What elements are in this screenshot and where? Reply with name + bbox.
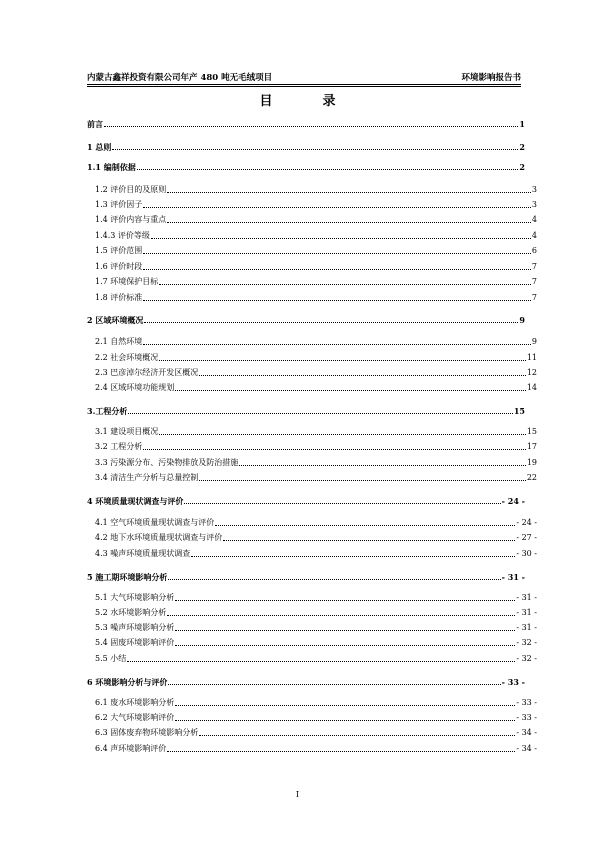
toc-entry-page: 11	[526, 353, 537, 362]
toc-entry-page: - 24 -	[516, 518, 537, 527]
toc-entry[interactable]	[95, 728, 537, 738]
toc-entry-title: 5 施工期环境影响分析	[87, 572, 168, 582]
toc-entry-page: 2	[519, 162, 525, 172]
toc-leader-dots	[168, 579, 500, 580]
toc-entry[interactable]	[87, 496, 525, 506]
toc-leader-dots	[199, 735, 515, 736]
toc-entry-title: 2.2 社会环境概况	[95, 353, 159, 362]
toc-entry-page: - 31 -	[516, 623, 537, 632]
toc-leader-dots	[175, 645, 515, 646]
toc-entry[interactable]	[87, 406, 525, 416]
toc-entry-page: 14	[526, 383, 537, 392]
toc-entry-title: 2.3 巴彦淖尔经济开发区概况	[95, 368, 199, 377]
toc-entry[interactable]	[95, 185, 537, 195]
toc-leader-dots	[175, 630, 515, 631]
toc-entry-title: 5.1 大气环境影响分析	[95, 593, 175, 602]
toc-entry-title: 1.3 评价因子	[95, 200, 143, 209]
toc-entry-page: 15	[513, 406, 525, 416]
toc-leader-dots	[143, 300, 531, 301]
toc-leader-dots	[223, 540, 515, 541]
toc-entry-page: 3	[531, 185, 537, 194]
toc-entry-title: 4.3 噪声环境质量现状调查	[95, 549, 191, 558]
header-project-name: 内蒙古鑫祥投资有限公司年产 480 吨无毛绒项目	[87, 73, 273, 83]
toc-entry[interactable]	[95, 200, 537, 210]
toc-entry-page: 7	[531, 262, 537, 271]
toc-entry[interactable]	[87, 162, 525, 172]
toc-leader-dots	[167, 751, 515, 752]
toc-entry-page: 4	[531, 215, 537, 224]
toc-entry-page: - 31 -	[501, 572, 525, 582]
toc-entry-page: 12	[526, 368, 537, 377]
toc-entry[interactable]	[95, 458, 537, 468]
toc-entry-title: 3.3 污染源分布、污染物排放及防治措施	[95, 458, 239, 467]
toc-entry-page: 9	[519, 315, 525, 325]
toc-entry[interactable]	[95, 368, 537, 378]
toc-leader-dots	[184, 503, 500, 504]
toc-entry[interactable]	[87, 677, 525, 687]
toc-leader-dots	[199, 480, 526, 481]
toc-entry-page: - 33 -	[516, 698, 537, 707]
toc-entry-page: - 31 -	[516, 608, 537, 617]
toc-leader-dots	[127, 661, 515, 662]
toc-leader-dots	[168, 684, 500, 685]
toc-leader-dots	[167, 615, 515, 616]
toc-entry[interactable]	[95, 353, 537, 363]
toc-title-char-1: 目	[259, 94, 273, 109]
toc-entry-title: 1.4 评价内容与重点	[95, 215, 167, 224]
toc-entry[interactable]	[95, 744, 537, 754]
toc-entry-title: 1.6 评价时段	[95, 262, 143, 271]
toc-leader-dots	[175, 720, 515, 721]
toc-entry[interactable]	[95, 277, 537, 287]
toc-leader-dots	[167, 222, 531, 223]
toc-entry-title: 3.1 建设项目概况	[95, 427, 159, 436]
toc-entry[interactable]	[95, 262, 537, 272]
toc-leader-dots	[191, 556, 515, 557]
toc-leader-dots	[175, 600, 515, 601]
toc-leader-dots	[137, 169, 519, 170]
page-number: I	[295, 790, 300, 799]
toc-entry-title: 5.4 固废环境影响评价	[95, 638, 175, 647]
running-header	[87, 71, 521, 83]
toc-entry-page: - 24 -	[501, 496, 525, 506]
toc-entry[interactable]	[95, 533, 537, 543]
toc-leader-dots	[112, 149, 518, 150]
toc-entry-title: 3.4 清洁生产分析与总量控制	[95, 473, 199, 482]
toc-entry-title: 1.1 编制依据	[87, 162, 136, 172]
toc-entry[interactable]	[95, 427, 537, 437]
toc-entry-title: 4 环境质量现状调查与评价	[87, 496, 184, 506]
toc-entry-title: 前言	[87, 119, 103, 129]
toc-entry[interactable]	[95, 442, 537, 452]
toc-leader-dots	[143, 207, 531, 208]
toc-entry[interactable]	[95, 383, 537, 393]
toc-entry[interactable]	[95, 518, 537, 528]
toc-title	[0, 90, 595, 109]
toc-leader-dots	[159, 284, 531, 285]
toc-leader-dots	[159, 360, 526, 361]
toc-leader-dots	[128, 413, 513, 414]
toc-leader-dots	[151, 238, 531, 239]
toc-entry[interactable]	[95, 231, 537, 241]
toc-title-char-2: 录	[322, 94, 336, 109]
toc-entry-title: 5.5 小结	[95, 654, 127, 663]
toc-entry-title: 1.4.3 评价等级	[95, 231, 150, 240]
toc-leader-dots	[144, 322, 518, 323]
toc-entry-page: 3	[531, 200, 537, 209]
toc-entry-title: 6.3 固体废弃物环境影响分析	[95, 728, 199, 737]
toc-leader-dots	[143, 269, 531, 270]
toc-entry-page: 19	[526, 458, 537, 467]
toc-leader-dots	[143, 344, 531, 345]
header-document-type: 环境影响报告书	[461, 73, 521, 83]
toc-entry-title: 4.2 地下水环境质量现状调查与评价	[95, 533, 223, 542]
toc-entry-page: 2	[519, 142, 525, 152]
toc-entry[interactable]	[95, 654, 537, 664]
toc-entry-title: 3.2 工程分析	[95, 442, 143, 451]
toc-entry-page: 15	[526, 427, 537, 436]
toc-entry-page: 4	[531, 231, 537, 240]
toc-entry-page: - 27 -	[516, 533, 537, 542]
toc-entry-title: 4.1 空气环境质量现状调查与评价	[95, 518, 215, 527]
toc-entry-page: - 30 -	[516, 549, 537, 558]
toc-entry-page: - 32 -	[516, 638, 537, 647]
toc-entry[interactable]	[95, 593, 537, 603]
toc-entry[interactable]	[87, 119, 525, 129]
toc-entry-title: 1.5 评价范围	[95, 246, 143, 255]
toc-entry[interactable]	[95, 215, 537, 225]
toc-entry-title: 6 环境影响分析与评价	[87, 677, 168, 687]
toc-entry[interactable]	[95, 337, 537, 347]
toc-entry-title: 2.1 自然环境	[95, 337, 143, 346]
toc-entry-page: - 33 -	[501, 677, 525, 687]
toc-entry[interactable]	[95, 698, 537, 708]
toc-entry-page: 1	[519, 119, 525, 129]
toc-leader-dots	[167, 192, 531, 193]
toc-entry-title: 3.工程分析	[87, 406, 128, 416]
toc-entry-page: 7	[531, 293, 537, 302]
toc-leader-dots	[143, 253, 531, 254]
toc-entry-page: 6	[531, 246, 537, 255]
toc-entry-title: 6.1 废水环境影响分析	[95, 698, 175, 707]
header-rule-thin	[87, 86, 521, 87]
toc-entry[interactable]	[95, 623, 537, 633]
toc-entry-page: - 31 -	[516, 593, 537, 602]
toc-entry-page: 17	[526, 442, 537, 451]
toc-entry-title: 2 区域环境概况	[87, 315, 144, 325]
toc-entry-page: - 34 -	[516, 728, 537, 737]
toc-leader-dots	[159, 434, 526, 435]
toc-entry[interactable]	[95, 293, 537, 303]
toc-entry-page: - 32 -	[516, 654, 537, 663]
toc-entry[interactable]	[95, 713, 537, 723]
toc-entry[interactable]	[87, 572, 525, 582]
toc-entry-page: 9	[531, 337, 537, 346]
toc-entry-title: 1.2 评价目的及原则	[95, 185, 167, 194]
toc-entry[interactable]	[95, 638, 537, 648]
toc-entry[interactable]	[95, 608, 537, 618]
toc-entry-title: 1.7 环境保护目标	[95, 277, 159, 286]
toc-entry-title: 2.4 区域环境功能规划	[95, 383, 175, 392]
toc-entry[interactable]	[95, 473, 537, 483]
toc-entry-title: 5.2 水环境影响分析	[95, 608, 167, 617]
toc-entry-title: 1 总则	[87, 142, 112, 152]
toc-leader-dots	[175, 705, 515, 706]
toc-leader-dots	[175, 390, 526, 391]
toc-entry[interactable]	[95, 246, 537, 256]
header-rule	[87, 84, 521, 85]
toc-entry[interactable]	[95, 549, 537, 559]
toc-entry-page: 22	[526, 473, 537, 482]
toc-entry-title: 1.8 评价标准	[95, 293, 143, 302]
toc-entry-page: - 33 -	[516, 713, 537, 722]
toc-entry[interactable]	[87, 315, 525, 325]
toc-entry-title: 6.4 声环境影响评价	[95, 744, 167, 753]
toc-leader-dots	[215, 525, 515, 526]
toc-leader-dots	[143, 449, 526, 450]
toc-leader-dots	[199, 375, 526, 376]
toc-leader-dots	[104, 126, 518, 127]
toc-entry-page: 7	[531, 277, 537, 286]
toc-entry-page: - 34 -	[516, 744, 537, 753]
toc-entry[interactable]	[87, 142, 525, 152]
toc-leader-dots	[239, 465, 526, 466]
toc-entry-title: 6.2 大气环境影响评价	[95, 713, 175, 722]
toc-entry-title: 5.3 噪声环境影响分析	[95, 623, 175, 632]
